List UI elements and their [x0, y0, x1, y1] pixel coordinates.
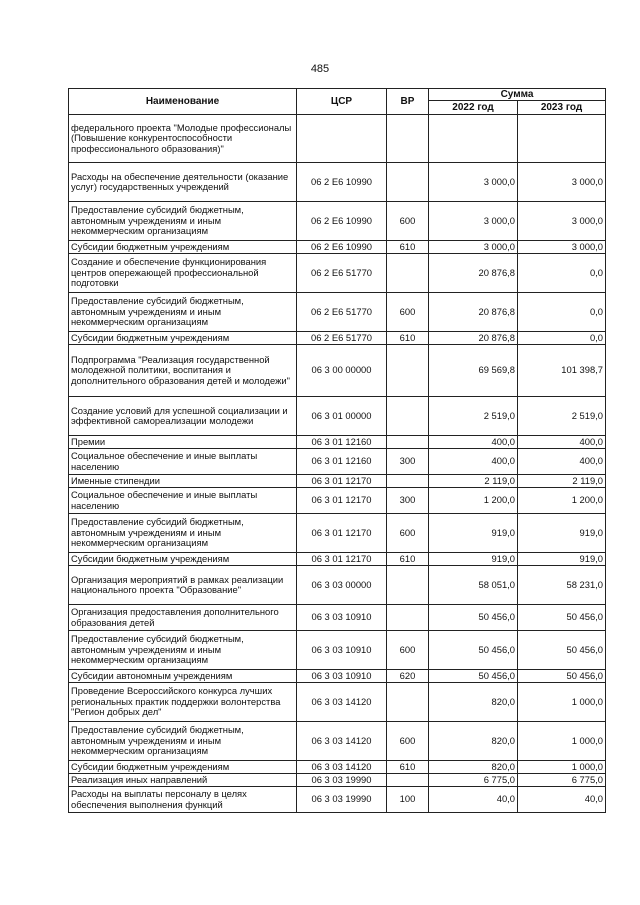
row-csr: 06 3 01 12170 [297, 488, 387, 514]
table-row [69, 202, 606, 241]
row-name: Организация предоставления дополнительного образования детей [69, 605, 297, 631]
row-vr: 610 [387, 553, 429, 566]
row-name: Субсидии автономным учреждениям [69, 670, 297, 683]
table-row [69, 397, 606, 436]
row-name: Расходы на обеспечение деятельности (оказание услуг) государственных учреждений [69, 163, 297, 202]
row-name: Создание и обеспечение функционирования центров опережающей профессиональной подготовки [69, 254, 297, 293]
row-name: федерального проекта "Молодые профессионалы (Повышение конкурентоспособности профессионального образования)" [69, 115, 297, 163]
row-vr: 610 [387, 332, 429, 345]
row-name: Расходы на выплаты персоналу в целях обеспечения выполнения функций [69, 787, 297, 813]
table-row [69, 761, 606, 774]
row-amount-2023: 3 000,0 [518, 163, 606, 202]
table-row [69, 449, 606, 475]
row-name: Предоставление субсидий бюджетным, автономным учреждениям и иным некоммерческим организациям [69, 202, 297, 241]
row-amount-2022: 820,0 [429, 722, 518, 761]
page-number: 485 [310, 63, 330, 75]
row-csr: 06 2 E6 10990 [297, 163, 387, 202]
row-amount-2023: 400,0 [518, 449, 606, 475]
row-amount-2023: 3 000,0 [518, 241, 606, 254]
row-amount-2023: 50 456,0 [518, 631, 606, 670]
table-row [69, 774, 606, 787]
row-vr [387, 254, 429, 293]
row-amount-2022: 3 000,0 [429, 202, 518, 241]
row-vr [387, 397, 429, 436]
row-amount-2022: 1 200,0 [429, 488, 518, 514]
row-amount-2023: 919,0 [518, 553, 606, 566]
header-year-2023: 2023 год [518, 101, 606, 115]
row-amount-2022: 3 000,0 [429, 163, 518, 202]
row-csr: 06 2 E6 51770 [297, 293, 387, 332]
row-amount-2023: 50 456,0 [518, 670, 606, 683]
row-amount-2022: 50 456,0 [429, 670, 518, 683]
row-amount-2023: 40,0 [518, 787, 606, 813]
row-vr [387, 345, 429, 397]
row-amount-2022: 20 876,8 [429, 332, 518, 345]
row-amount-2023: 0,0 [518, 332, 606, 345]
row-amount-2022: 40,0 [429, 787, 518, 813]
row-amount-2023: 58 231,0 [518, 566, 606, 605]
row-amount-2023: 0,0 [518, 254, 606, 293]
row-amount-2022: 20 876,8 [429, 254, 518, 293]
table-row [69, 163, 606, 202]
row-amount-2023: 6 775,0 [518, 774, 606, 787]
row-csr: 06 3 03 10910 [297, 631, 387, 670]
table-header [69, 89, 606, 115]
row-amount-2022: 50 456,0 [429, 605, 518, 631]
row-vr: 610 [387, 761, 429, 774]
row-csr: 06 3 03 19990 [297, 787, 387, 813]
row-amount-2022: 919,0 [429, 553, 518, 566]
row-vr: 600 [387, 514, 429, 553]
row-amount-2022 [429, 115, 518, 163]
table-row [69, 553, 606, 566]
row-vr: 100 [387, 787, 429, 813]
table-row [69, 332, 606, 345]
table-row [69, 670, 606, 683]
row-vr: 620 [387, 670, 429, 683]
row-amount-2022: 69 569,8 [429, 345, 518, 397]
row-csr: 06 2 E6 10990 [297, 241, 387, 254]
table-row [69, 514, 606, 553]
row-name: Организация мероприятий в рамках реализации национального проекта "Образование" [69, 566, 297, 605]
row-vr: 300 [387, 488, 429, 514]
table-row [69, 475, 606, 488]
row-vr [387, 566, 429, 605]
row-name: Предоставление субсидий бюджетным, автономным учреждениям и иным некоммерческим организациям [69, 722, 297, 761]
row-csr: 06 2 E6 10990 [297, 202, 387, 241]
row-csr: 06 3 03 14120 [297, 683, 387, 722]
table-row [69, 631, 606, 670]
row-csr: 06 3 00 00000 [297, 345, 387, 397]
row-vr [387, 605, 429, 631]
table-row [69, 254, 606, 293]
row-csr: 06 3 01 12170 [297, 475, 387, 488]
row-csr: 06 3 03 10910 [297, 670, 387, 683]
row-name: Создание условий для успешной социализации и эффективной самореализации молодежи [69, 397, 297, 436]
row-csr: 06 3 03 14120 [297, 761, 387, 774]
row-csr: 06 3 03 10910 [297, 605, 387, 631]
row-csr: 06 3 01 00000 [297, 397, 387, 436]
row-amount-2023: 0,0 [518, 293, 606, 332]
row-amount-2023: 400,0 [518, 436, 606, 449]
row-amount-2022: 820,0 [429, 683, 518, 722]
row-amount-2023: 1 200,0 [518, 488, 606, 514]
row-name: Субсидии бюджетным учреждениям [69, 553, 297, 566]
row-amount-2022: 820,0 [429, 761, 518, 774]
row-vr [387, 774, 429, 787]
row-vr [387, 475, 429, 488]
row-name: Именные стипендии [69, 475, 297, 488]
header-sum: Сумма [429, 89, 606, 101]
row-amount-2022: 20 876,8 [429, 293, 518, 332]
row-name: Подпрограмма "Реализация государственной молодежной политики, воспитания и дополнительного образования детей и молодежи" [69, 345, 297, 397]
row-csr [297, 115, 387, 163]
row-amount-2023: 1 000,0 [518, 683, 606, 722]
table-row [69, 566, 606, 605]
row-csr: 06 3 03 14120 [297, 722, 387, 761]
row-name: Предоставление субсидий бюджетным, автономным учреждениям и иным некоммерческим организациям [69, 293, 297, 332]
row-vr: 600 [387, 202, 429, 241]
table-row [69, 683, 606, 722]
row-name: Предоставление субсидий бюджетным, автономным учреждениям и иным некоммерческим организациям [69, 631, 297, 670]
row-csr: 06 3 01 12170 [297, 514, 387, 553]
header-year-2022: 2022 год [429, 101, 518, 115]
row-vr [387, 436, 429, 449]
table-row [69, 488, 606, 514]
row-csr: 06 3 01 12160 [297, 449, 387, 475]
row-name: Предоставление субсидий бюджетным, автономным учреждениям и иным некоммерческим организациям [69, 514, 297, 553]
row-amount-2022: 58 051,0 [429, 566, 518, 605]
row-vr [387, 163, 429, 202]
row-amount-2023: 1 000,0 [518, 722, 606, 761]
row-amount-2023: 919,0 [518, 514, 606, 553]
row-amount-2022: 6 775,0 [429, 774, 518, 787]
table-row [69, 722, 606, 761]
row-name: Социальное обеспечение и иные выплаты населению [69, 449, 297, 475]
row-name: Субсидии бюджетным учреждениям [69, 332, 297, 345]
row-amount-2023: 101 398,7 [518, 345, 606, 397]
row-amount-2022: 50 456,0 [429, 631, 518, 670]
budget-table [68, 88, 606, 813]
row-vr: 600 [387, 722, 429, 761]
table-row [69, 293, 606, 332]
row-name: Социальное обеспечение и иные выплаты населению [69, 488, 297, 514]
row-csr: 06 3 03 19990 [297, 774, 387, 787]
row-vr: 600 [387, 293, 429, 332]
row-vr [387, 115, 429, 163]
row-amount-2022: 400,0 [429, 436, 518, 449]
row-name: Премии [69, 436, 297, 449]
row-name: Субсидии бюджетным учреждениям [69, 761, 297, 774]
row-csr: 06 3 01 12170 [297, 553, 387, 566]
table-body [69, 115, 606, 813]
row-amount-2023: 2 119,0 [518, 475, 606, 488]
table-row [69, 605, 606, 631]
header-vr: ВР [387, 89, 429, 115]
table-row [69, 436, 606, 449]
row-csr: 06 3 03 00000 [297, 566, 387, 605]
row-name: Субсидии бюджетным учреждениям [69, 241, 297, 254]
row-amount-2023: 50 456,0 [518, 605, 606, 631]
table-row [69, 787, 606, 813]
row-amount-2022: 400,0 [429, 449, 518, 475]
row-name: Реализация иных направлений [69, 774, 297, 787]
row-amount-2022: 919,0 [429, 514, 518, 553]
row-vr: 300 [387, 449, 429, 475]
row-name: Проведение Всероссийского конкурса лучших региональных практик поддержки волонтерства "Регион добрых дел" [69, 683, 297, 722]
row-amount-2023: 3 000,0 [518, 202, 606, 241]
row-amount-2022: 3 000,0 [429, 241, 518, 254]
table-row [69, 115, 606, 163]
row-vr [387, 683, 429, 722]
table-row [69, 241, 606, 254]
row-amount-2023: 2 519,0 [518, 397, 606, 436]
row-vr: 600 [387, 631, 429, 670]
row-csr: 06 3 01 12160 [297, 436, 387, 449]
header-csr: ЦСР [297, 89, 387, 115]
header-name: Наименование [69, 89, 297, 115]
table-row [69, 345, 606, 397]
row-vr: 610 [387, 241, 429, 254]
row-csr: 06 2 E6 51770 [297, 254, 387, 293]
row-amount-2022: 2 519,0 [429, 397, 518, 436]
row-amount-2023 [518, 115, 606, 163]
row-csr: 06 2 E6 51770 [297, 332, 387, 345]
row-amount-2023: 1 000,0 [518, 761, 606, 774]
row-amount-2022: 2 119,0 [429, 475, 518, 488]
